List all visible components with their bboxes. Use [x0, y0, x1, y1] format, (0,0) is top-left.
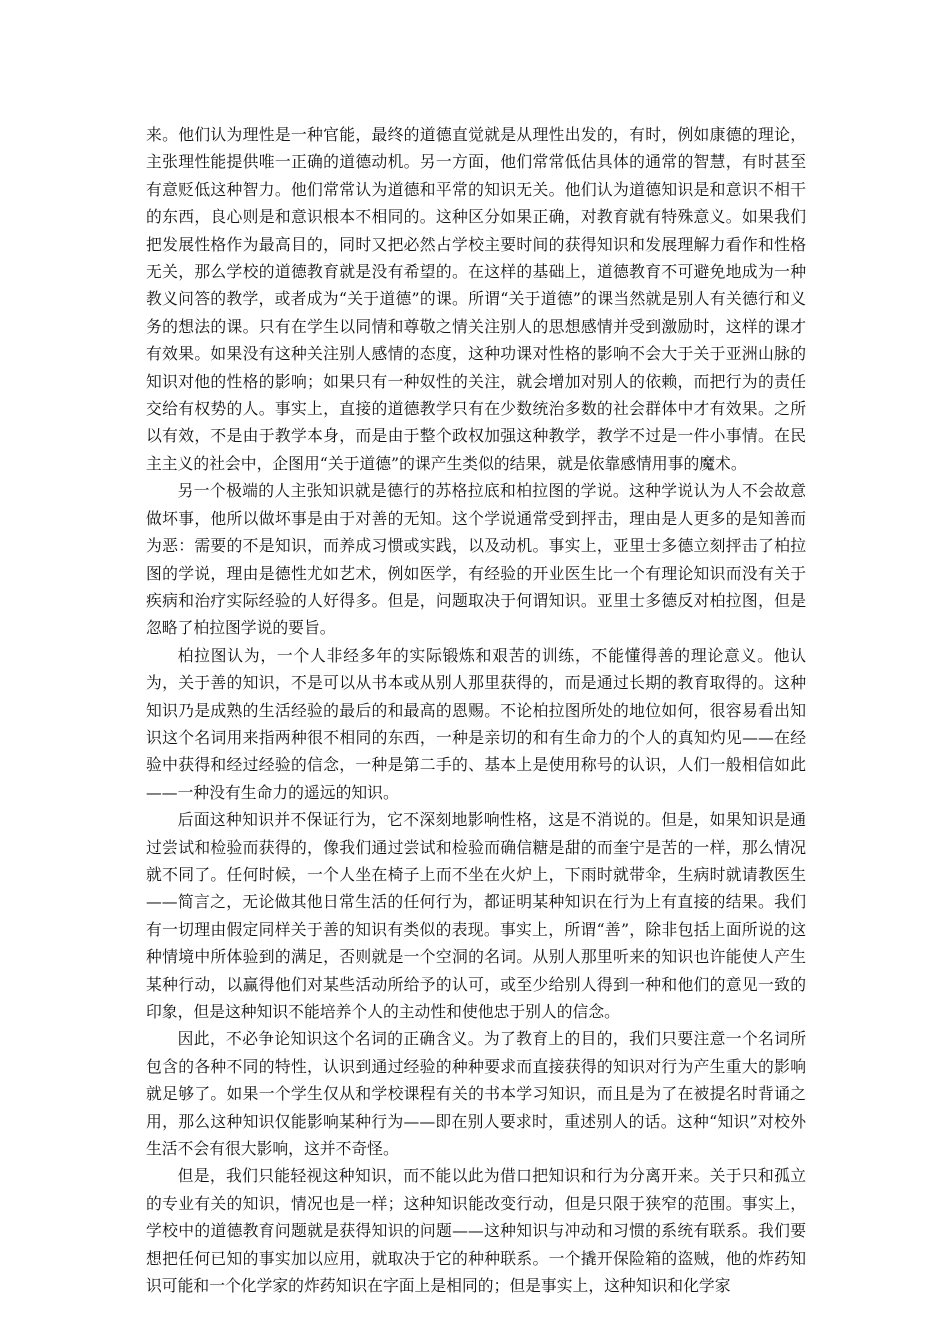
- document-page: [146, 121, 806, 1299]
- paragraph: 但是，我们只能轻视这种知识，而不能以此为借口把知识和行为分离开来。关于只和孤立的专业有关的知识，情况也是一样；这种知识能改变行动，但是只限于狭窄的范围。事实上，学校中的道德教育问题就是获得知识的问题——这种知识与冲动和习惯的系统有联系。我们要想把任何已知的事实加以应用，就取决于它的种种联系。一个撬开保险箱的盗贼，他的炸药知识可能和一个化学家的炸药知识在字面上是相同的；但是事实上，这种知识和化学家: [146, 1166, 806, 1296]
- paragraph: 因此，不必争论知识这个名词的正确含义。为了教育上的目的，我们只要注意一个名词所包含的各种不同的特性，认识到通过经验的种种要求而直接获得的知识对行为产生重大的影响就足够了。如果一个学生仅从和学校课程有关的书本学习知识，而且是为了在被提名时背诵之用，那么这种知识仅能影响某种行为——即在别人要求时，重述别人的话。这种“知识”对校外生活不会有很大影响，这并不奇怪。: [146, 1029, 806, 1159]
- paragraph: 后面这种知识并不保证行为，它不深刻地影响性格，这是不消说的。但是，如果知识是通过尝试和检验而获得的，像我们通过尝试和检验而确信糖是甜的而奎宁是苦的一样，那么情况就不同了。任何时候，一个人坐在椅子上而不坐在火炉上，下雨时就带伞，生病时就请教医生——简言之，无论做其他日常生活的任何行为，都证明某种知识在行为上有直接的结果。我们有一切理由假定同样关于善的知识有类似的表现。事实上，所谓“善”，除非包括上面所说的这种情境中所体验到的满足，否则就是一个空洞的名词。从别人那里听来的知识也许能使人产生某种行动，以赢得他们对某些活动所给予的认可，或至少给别人得到一种和他们的意见一致的印象，但是这种知识不能培养个人的主动性和使他忠于别人的信念。: [146, 810, 806, 1021]
- paragraph: 另一个极端的人主张知识就是德行的苏格拉底和柏拉图的学说。这种学说认为人不会故意做坏事，他所以做坏事是由于对善的无知。这个学说通常受到抨击，理由是人更多的是知善而为恶：需要的不是知识，而养成习惯或实践，以及动机。事实上，亚里士多德立刻抨击了柏拉图的学说，理由是德性尤如艺术，例如医学，有经验的开业医生比一个有理论知识而没有关于疾病和治疗实际经验的人好得多。但是，问题取决于何谓知识。亚里士多德反对柏拉图，但是忽略了柏拉图学说的要旨。: [146, 481, 806, 638]
- paragraph: 柏拉图认为，一个人非经多年的实际锻炼和艰苦的训练，不能懂得善的理论意义。他认为，关于善的知识，不是可以从书本或从别人那里获得的，而是通过长期的教育取得的。这种知识乃是成熟的生活经验的最后的和最高的恩赐。不论柏拉图所处的地位如何，很容易看出知识这个名词用来指两种很不相同的东西，一种是亲切的和有生命力的个人的真知灼见——在经验中获得和经过经验的信念，一种是第二手的、基本上是使用称号的认识，人们一般相信如此——一种没有生命力的遥远的知识。: [146, 645, 806, 802]
- paragraph: 来。他们认为理性是一种官能，最终的道德直觉就是从理性出发的，有时，例如康德的理论，主张理性能提供唯一正确的道德动机。另一方面，他们常常低估具体的通常的智慧，有时甚至有意贬低这种智力。他们常常认为道德和平常的知识无关。他们认为道德知识是和意识不相干的东西，良心则是和意识根本不相同的。这种区分如果正确，对教育就有特殊意义。如果我们把发展性格作为最高目的，同时又把必然占学校主要时间的获得知识和发展理解力看作和性格无关，那么学校的道德教育就是没有希望的。在这样的基础上，道德教育不可避免地成为一种教义问答的教学，或者成为“关于道德”的课。所谓“关于道德”的课当然就是别人有关德行和义务的想法的课。只有在学生以同情和尊敬之情关注别人的思想感情并受到激励时，这样的课才有效果。如果没有这种关注别人感情的态度，这种功课对性格的影响不会大于关于亚洲山脉的知识对他的性格的影响；如果只有一种奴性的关注，就会增加对别人的依赖，而把行为的责任交给有权势的人。事实上，直接的道德教学只有在少数统治多数的社会群体中才有效果。之所以有效，不是由于教学本身，而是由于整个政权加强这种教学，教学不过是一件小事情。在民主主义的社会中，企图用“关于道德”的课产生类似的结果，就是依靠感情用事的魔术。: [146, 125, 806, 473]
